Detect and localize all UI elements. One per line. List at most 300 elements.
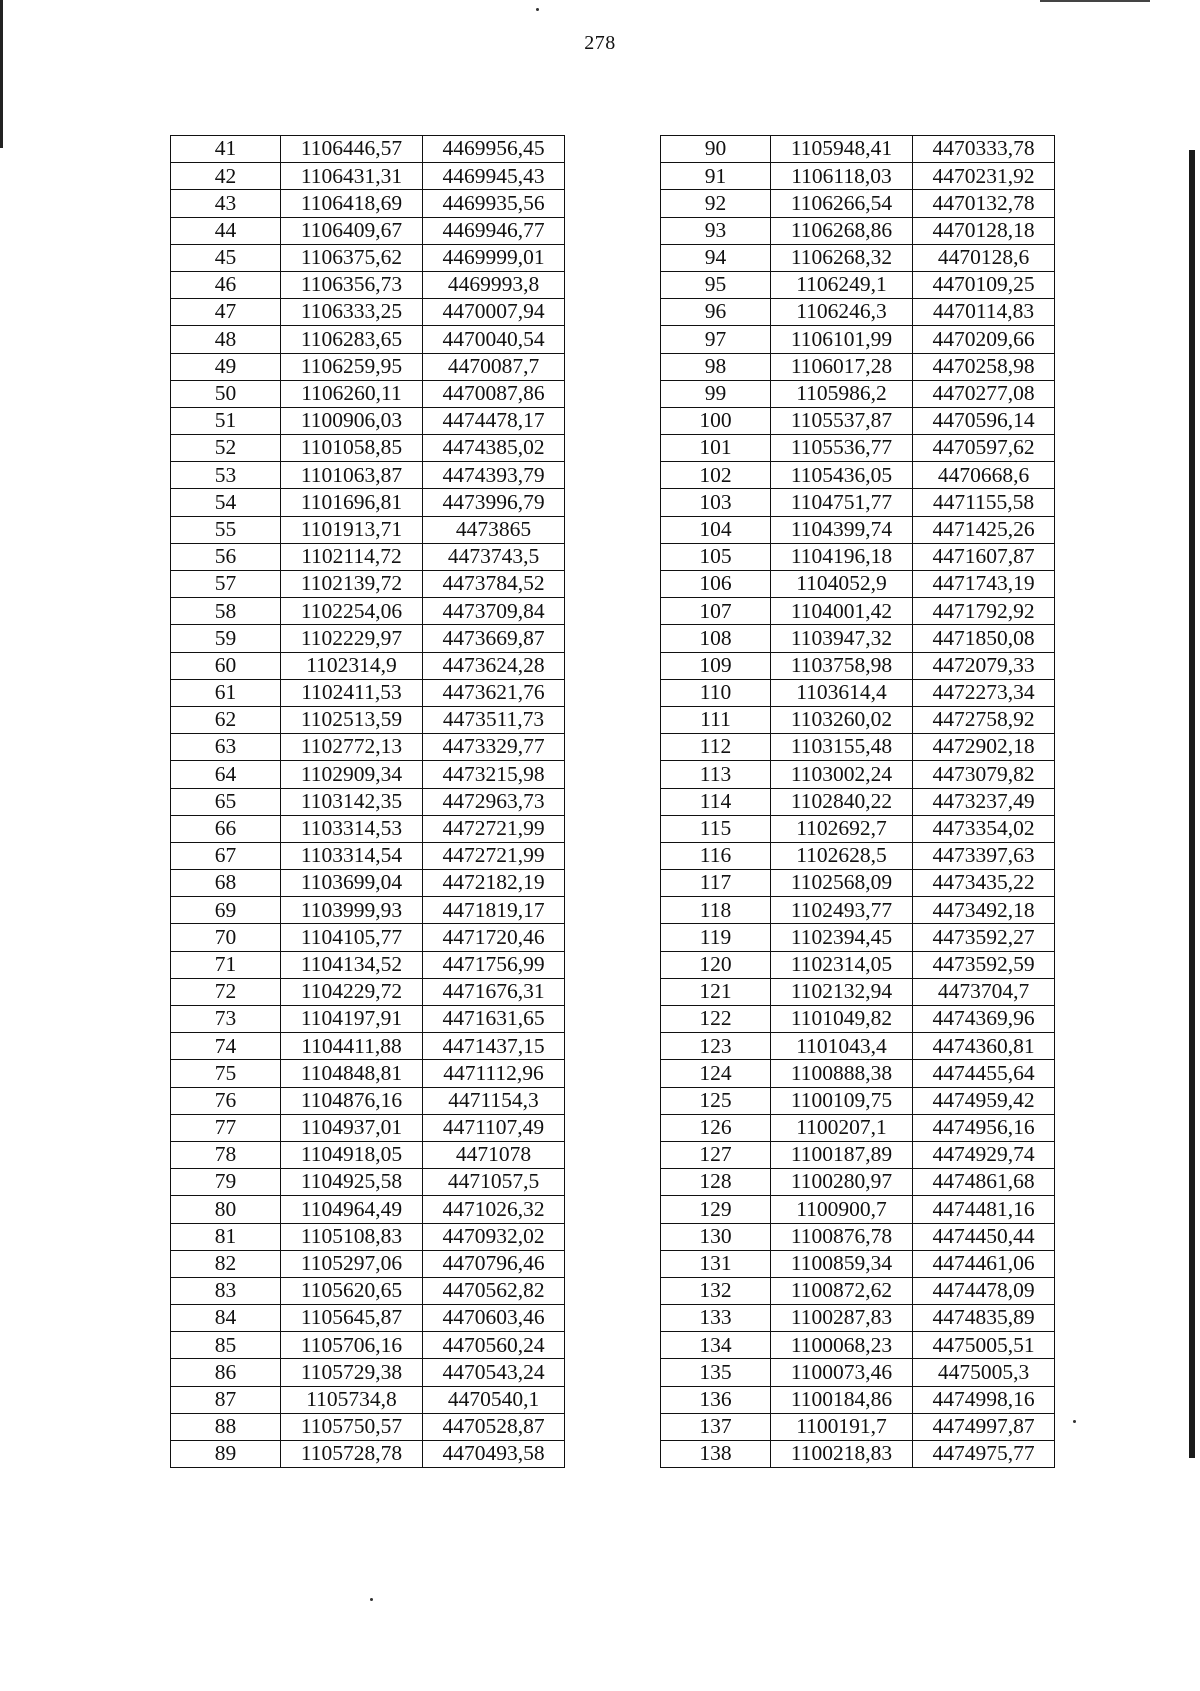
y-coordinate-cell: 4473592,59 <box>913 951 1055 978</box>
x-coordinate-cell: 1100888,38 <box>771 1060 913 1087</box>
y-coordinate-cell: 4471155,58 <box>913 489 1055 516</box>
table-row <box>661 217 1055 244</box>
table-row <box>171 543 565 570</box>
table-row <box>171 1141 565 1168</box>
point-number-cell: 67 <box>171 842 281 869</box>
point-number-cell: 69 <box>171 897 281 924</box>
y-coordinate-cell: 4469946,77 <box>423 217 565 244</box>
point-number-cell: 58 <box>171 598 281 625</box>
x-coordinate-cell: 1100280,97 <box>771 1169 913 1196</box>
x-coordinate-cell: 1102314,9 <box>281 652 423 679</box>
point-number-cell: 82 <box>171 1250 281 1277</box>
point-number-cell: 68 <box>171 870 281 897</box>
point-number-cell: 57 <box>171 571 281 598</box>
y-coordinate-cell: 4469945,43 <box>423 163 565 190</box>
table-row <box>171 571 565 598</box>
x-coordinate-cell: 1100109,75 <box>771 1087 913 1114</box>
point-number-cell: 52 <box>171 435 281 462</box>
y-coordinate-cell: 4474478,09 <box>913 1277 1055 1304</box>
x-coordinate-cell: 1100872,62 <box>771 1277 913 1304</box>
x-coordinate-cell: 1102114,72 <box>281 543 423 570</box>
y-coordinate-cell: 4469993,8 <box>423 271 565 298</box>
table-row <box>171 1332 565 1359</box>
x-coordinate-cell: 1104925,58 <box>281 1169 423 1196</box>
point-number-cell: 70 <box>171 924 281 951</box>
x-coordinate-cell: 1104197,91 <box>281 1006 423 1033</box>
y-coordinate-cell: 4472273,34 <box>913 679 1055 706</box>
point-number-cell: 48 <box>171 326 281 353</box>
x-coordinate-cell: 1105536,77 <box>771 435 913 462</box>
point-number-cell: 118 <box>661 897 771 924</box>
point-number-cell: 105 <box>661 543 771 570</box>
y-coordinate-cell: 4471720,46 <box>423 924 565 951</box>
point-number-cell: 79 <box>171 1169 281 1196</box>
y-coordinate-cell: 4470128,18 <box>913 217 1055 244</box>
x-coordinate-cell: 1104937,01 <box>281 1114 423 1141</box>
y-coordinate-cell: 4470114,83 <box>913 299 1055 326</box>
point-number-cell: 115 <box>661 815 771 842</box>
coordinates-table-left <box>170 135 565 1468</box>
x-coordinate-cell: 1101043,4 <box>771 1033 913 1060</box>
table-row <box>661 734 1055 761</box>
y-coordinate-cell: 4470209,66 <box>913 326 1055 353</box>
x-coordinate-cell: 1100068,23 <box>771 1332 913 1359</box>
y-coordinate-cell: 4472902,18 <box>913 734 1055 761</box>
y-coordinate-cell: 4470258,98 <box>913 353 1055 380</box>
x-coordinate-cell: 1103155,48 <box>771 734 913 761</box>
point-number-cell: 84 <box>171 1305 281 1332</box>
scan-top-rule <box>1040 0 1150 2</box>
x-coordinate-cell: 1103142,35 <box>281 788 423 815</box>
point-number-cell: 110 <box>661 679 771 706</box>
y-coordinate-cell: 4471112,96 <box>423 1060 565 1087</box>
table-row <box>171 870 565 897</box>
point-number-cell: 131 <box>661 1250 771 1277</box>
point-number-cell: 102 <box>661 462 771 489</box>
point-number-cell: 128 <box>661 1169 771 1196</box>
x-coordinate-cell: 1106431,31 <box>281 163 423 190</box>
point-number-cell: 94 <box>661 244 771 271</box>
y-coordinate-cell: 4471631,65 <box>423 1006 565 1033</box>
x-coordinate-cell: 1103314,53 <box>281 815 423 842</box>
table-row <box>171 163 565 190</box>
y-coordinate-cell: 4472721,99 <box>423 815 565 842</box>
y-coordinate-cell: 4474360,81 <box>913 1033 1055 1060</box>
x-coordinate-cell: 1106418,69 <box>281 190 423 217</box>
x-coordinate-cell: 1105620,65 <box>281 1277 423 1304</box>
y-coordinate-cell: 4470603,46 <box>423 1305 565 1332</box>
y-coordinate-cell: 4473511,73 <box>423 706 565 733</box>
table-row <box>661 1332 1055 1359</box>
x-coordinate-cell: 1104848,81 <box>281 1060 423 1087</box>
point-number-cell: 123 <box>661 1033 771 1060</box>
point-number-cell: 133 <box>661 1305 771 1332</box>
table-row <box>171 1033 565 1060</box>
x-coordinate-cell: 1104399,74 <box>771 516 913 543</box>
table-row <box>661 951 1055 978</box>
y-coordinate-cell: 4472079,33 <box>913 652 1055 679</box>
x-coordinate-cell: 1103947,32 <box>771 625 913 652</box>
table-row <box>171 380 565 407</box>
table-row <box>661 1277 1055 1304</box>
point-number-cell: 85 <box>171 1332 281 1359</box>
x-coordinate-cell: 1106375,62 <box>281 244 423 271</box>
point-number-cell: 66 <box>171 815 281 842</box>
point-number-cell: 50 <box>171 380 281 407</box>
y-coordinate-cell: 4470040,54 <box>423 326 565 353</box>
y-coordinate-cell: 4475005,51 <box>913 1332 1055 1359</box>
x-coordinate-cell: 1105986,2 <box>771 380 913 407</box>
table-row <box>661 1006 1055 1033</box>
x-coordinate-cell: 1100287,83 <box>771 1305 913 1332</box>
y-coordinate-cell: 4471676,31 <box>423 978 565 1005</box>
y-coordinate-cell: 4473865 <box>423 516 565 543</box>
x-coordinate-cell: 1102840,22 <box>771 788 913 815</box>
x-coordinate-cell: 1102314,05 <box>771 951 913 978</box>
table-row <box>171 217 565 244</box>
point-number-cell: 54 <box>171 489 281 516</box>
y-coordinate-cell: 4471154,3 <box>423 1087 565 1114</box>
table-row <box>171 136 565 163</box>
x-coordinate-cell: 1104134,52 <box>281 951 423 978</box>
x-coordinate-cell: 1106409,67 <box>281 217 423 244</box>
point-number-cell: 95 <box>661 271 771 298</box>
table-row <box>661 924 1055 951</box>
y-coordinate-cell: 4474455,64 <box>913 1060 1055 1087</box>
point-number-cell: 56 <box>171 543 281 570</box>
point-number-cell: 62 <box>171 706 281 733</box>
table-row <box>171 353 565 380</box>
point-number-cell: 126 <box>661 1114 771 1141</box>
y-coordinate-cell: 4473669,87 <box>423 625 565 652</box>
table-row <box>661 652 1055 679</box>
y-coordinate-cell: 4471792,92 <box>913 598 1055 625</box>
x-coordinate-cell: 1105297,06 <box>281 1250 423 1277</box>
y-coordinate-cell: 4469935,56 <box>423 190 565 217</box>
table-row <box>661 435 1055 462</box>
table-row <box>661 407 1055 434</box>
point-number-cell: 101 <box>661 435 771 462</box>
x-coordinate-cell: 1105728,78 <box>281 1441 423 1468</box>
y-coordinate-cell: 4474998,16 <box>913 1386 1055 1413</box>
x-coordinate-cell: 1104918,05 <box>281 1141 423 1168</box>
x-coordinate-cell: 1101913,71 <box>281 516 423 543</box>
y-coordinate-cell: 4470932,02 <box>423 1223 565 1250</box>
point-number-cell: 60 <box>171 652 281 679</box>
point-number-cell: 114 <box>661 788 771 815</box>
x-coordinate-cell: 1102909,34 <box>281 761 423 788</box>
y-coordinate-cell: 4473996,79 <box>423 489 565 516</box>
table-row <box>661 1441 1055 1468</box>
y-coordinate-cell: 4470333,78 <box>913 136 1055 163</box>
x-coordinate-cell: 1100906,03 <box>281 407 423 434</box>
table-row <box>171 1196 565 1223</box>
point-number-cell: 47 <box>171 299 281 326</box>
y-coordinate-cell: 4474478,17 <box>423 407 565 434</box>
table-row <box>171 489 565 516</box>
scan-edge-left <box>0 0 3 148</box>
y-coordinate-cell: 4471026,32 <box>423 1196 565 1223</box>
coordinates-table-right-body <box>661 136 1055 1468</box>
y-coordinate-cell: 4474861,68 <box>913 1169 1055 1196</box>
table-row <box>171 951 565 978</box>
y-coordinate-cell: 4472963,73 <box>423 788 565 815</box>
point-number-cell: 46 <box>171 271 281 298</box>
x-coordinate-cell: 1106017,28 <box>771 353 913 380</box>
table-row <box>661 1386 1055 1413</box>
x-coordinate-cell: 1104411,88 <box>281 1033 423 1060</box>
x-coordinate-cell: 1105734,8 <box>281 1386 423 1413</box>
table-row <box>661 706 1055 733</box>
table-row <box>661 244 1055 271</box>
table-row <box>171 1386 565 1413</box>
y-coordinate-cell: 4470560,24 <box>423 1332 565 1359</box>
table-row <box>171 1169 565 1196</box>
x-coordinate-cell: 1105537,87 <box>771 407 913 434</box>
point-number-cell: 124 <box>661 1060 771 1087</box>
x-coordinate-cell: 1106268,32 <box>771 244 913 271</box>
table-row <box>661 1169 1055 1196</box>
point-number-cell: 125 <box>661 1087 771 1114</box>
point-number-cell: 127 <box>661 1141 771 1168</box>
x-coordinate-cell: 1104105,77 <box>281 924 423 951</box>
y-coordinate-cell: 4470543,24 <box>423 1359 565 1386</box>
x-coordinate-cell: 1103614,4 <box>771 679 913 706</box>
table-row <box>661 679 1055 706</box>
x-coordinate-cell: 1104196,18 <box>771 543 913 570</box>
y-coordinate-cell: 4470087,86 <box>423 380 565 407</box>
point-number-cell: 135 <box>661 1359 771 1386</box>
point-number-cell: 43 <box>171 190 281 217</box>
y-coordinate-cell: 4469999,01 <box>423 244 565 271</box>
x-coordinate-cell: 1102132,94 <box>771 978 913 1005</box>
x-coordinate-cell: 1105948,41 <box>771 136 913 163</box>
point-number-cell: 77 <box>171 1114 281 1141</box>
point-number-cell: 91 <box>661 163 771 190</box>
table-row <box>171 190 565 217</box>
y-coordinate-cell: 4470493,58 <box>423 1441 565 1468</box>
table-row <box>661 1305 1055 1332</box>
table-row <box>661 598 1055 625</box>
point-number-cell: 109 <box>661 652 771 679</box>
y-coordinate-cell: 4471743,19 <box>913 571 1055 598</box>
table-row <box>171 924 565 951</box>
coordinates-table-left-body <box>171 136 565 1468</box>
x-coordinate-cell: 1104876,16 <box>281 1087 423 1114</box>
y-coordinate-cell: 4473709,84 <box>423 598 565 625</box>
point-number-cell: 130 <box>661 1223 771 1250</box>
x-coordinate-cell: 1102513,59 <box>281 706 423 733</box>
point-number-cell: 78 <box>171 1141 281 1168</box>
y-coordinate-cell: 4473397,63 <box>913 842 1055 869</box>
x-coordinate-cell: 1105108,83 <box>281 1223 423 1250</box>
x-coordinate-cell: 1104001,42 <box>771 598 913 625</box>
point-number-cell: 72 <box>171 978 281 1005</box>
table-row <box>661 571 1055 598</box>
x-coordinate-cell: 1100876,78 <box>771 1223 913 1250</box>
table-row <box>661 271 1055 298</box>
x-coordinate-cell: 1103758,98 <box>771 652 913 679</box>
point-number-cell: 122 <box>661 1006 771 1033</box>
table-row <box>171 1413 565 1440</box>
point-number-cell: 45 <box>171 244 281 271</box>
y-coordinate-cell: 4471850,08 <box>913 625 1055 652</box>
point-number-cell: 55 <box>171 516 281 543</box>
y-coordinate-cell: 4470528,87 <box>423 1413 565 1440</box>
point-number-cell: 100 <box>661 407 771 434</box>
table-row <box>661 299 1055 326</box>
point-number-cell: 112 <box>661 734 771 761</box>
x-coordinate-cell: 1101049,82 <box>771 1006 913 1033</box>
point-number-cell: 53 <box>171 462 281 489</box>
point-number-cell: 138 <box>661 1441 771 1468</box>
x-coordinate-cell: 1100207,1 <box>771 1114 913 1141</box>
x-coordinate-cell: 1106246,3 <box>771 299 913 326</box>
table-row <box>171 1087 565 1114</box>
table-row <box>661 380 1055 407</box>
point-number-cell: 107 <box>661 598 771 625</box>
table-row <box>171 407 565 434</box>
y-coordinate-cell: 4470562,82 <box>423 1277 565 1304</box>
x-coordinate-cell: 1100184,86 <box>771 1386 913 1413</box>
x-coordinate-cell: 1100191,7 <box>771 1413 913 1440</box>
table-row <box>171 842 565 869</box>
y-coordinate-cell: 4474929,74 <box>913 1141 1055 1168</box>
point-number-cell: 134 <box>661 1332 771 1359</box>
y-coordinate-cell: 4475005,3 <box>913 1359 1055 1386</box>
table-row <box>171 706 565 733</box>
table-row <box>171 1114 565 1141</box>
point-number-cell: 99 <box>661 380 771 407</box>
y-coordinate-cell: 4474450,44 <box>913 1223 1055 1250</box>
point-number-cell: 86 <box>171 1359 281 1386</box>
x-coordinate-cell: 1101063,87 <box>281 462 423 489</box>
page-number: 278 <box>584 32 616 54</box>
x-coordinate-cell: 1105729,38 <box>281 1359 423 1386</box>
point-number-cell: 113 <box>661 761 771 788</box>
x-coordinate-cell: 1101058,85 <box>281 435 423 462</box>
table-row <box>661 842 1055 869</box>
table-row <box>661 788 1055 815</box>
point-number-cell: 83 <box>171 1277 281 1304</box>
x-coordinate-cell: 1104964,49 <box>281 1196 423 1223</box>
point-number-cell: 71 <box>171 951 281 978</box>
x-coordinate-cell: 1101696,81 <box>281 489 423 516</box>
y-coordinate-cell: 4473784,52 <box>423 571 565 598</box>
point-number-cell: 61 <box>171 679 281 706</box>
y-coordinate-cell: 4471078 <box>423 1141 565 1168</box>
table-row <box>661 625 1055 652</box>
y-coordinate-cell: 4470597,62 <box>913 435 1055 462</box>
point-number-cell: 49 <box>171 353 281 380</box>
x-coordinate-cell: 1100073,46 <box>771 1359 913 1386</box>
scan-speck <box>536 8 539 11</box>
x-coordinate-cell: 1106283,65 <box>281 326 423 353</box>
table-row <box>171 734 565 761</box>
point-number-cell: 41 <box>171 136 281 163</box>
x-coordinate-cell: 1106356,73 <box>281 271 423 298</box>
y-coordinate-cell: 4473621,76 <box>423 679 565 706</box>
table-row <box>661 1359 1055 1386</box>
table-row <box>171 1441 565 1468</box>
x-coordinate-cell: 1106259,95 <box>281 353 423 380</box>
table-row <box>171 788 565 815</box>
y-coordinate-cell: 4474835,89 <box>913 1305 1055 1332</box>
y-coordinate-cell: 4474461,06 <box>913 1250 1055 1277</box>
scan-speck <box>370 1598 373 1601</box>
y-coordinate-cell: 4469956,45 <box>423 136 565 163</box>
table-row <box>661 1223 1055 1250</box>
table-row <box>661 489 1055 516</box>
x-coordinate-cell: 1103999,93 <box>281 897 423 924</box>
x-coordinate-cell: 1102254,06 <box>281 598 423 625</box>
table-row <box>171 815 565 842</box>
x-coordinate-cell: 1105436,05 <box>771 462 913 489</box>
point-number-cell: 42 <box>171 163 281 190</box>
point-number-cell: 132 <box>661 1277 771 1304</box>
x-coordinate-cell: 1105645,87 <box>281 1305 423 1332</box>
y-coordinate-cell: 4471819,17 <box>423 897 565 924</box>
table-row <box>661 136 1055 163</box>
y-coordinate-cell: 4472758,92 <box>913 706 1055 733</box>
table-row <box>171 1223 565 1250</box>
x-coordinate-cell: 1106101,99 <box>771 326 913 353</box>
x-coordinate-cell: 1106268,86 <box>771 217 913 244</box>
table-row <box>661 897 1055 924</box>
x-coordinate-cell: 1102568,09 <box>771 870 913 897</box>
y-coordinate-cell: 4474385,02 <box>423 435 565 462</box>
x-coordinate-cell: 1100859,34 <box>771 1250 913 1277</box>
point-number-cell: 136 <box>661 1386 771 1413</box>
y-coordinate-cell: 4470231,92 <box>913 163 1055 190</box>
table-row <box>171 679 565 706</box>
table-row <box>171 326 565 353</box>
point-number-cell: 116 <box>661 842 771 869</box>
y-coordinate-cell: 4474393,79 <box>423 462 565 489</box>
y-coordinate-cell: 4473435,22 <box>913 870 1055 897</box>
y-coordinate-cell: 4474959,42 <box>913 1087 1055 1114</box>
x-coordinate-cell: 1103260,02 <box>771 706 913 733</box>
table-row <box>661 543 1055 570</box>
x-coordinate-cell: 1105706,16 <box>281 1332 423 1359</box>
y-coordinate-cell: 4470109,25 <box>913 271 1055 298</box>
y-coordinate-cell: 4473329,77 <box>423 734 565 761</box>
point-number-cell: 51 <box>171 407 281 434</box>
x-coordinate-cell: 1104052,9 <box>771 571 913 598</box>
table-row <box>661 1196 1055 1223</box>
x-coordinate-cell: 1102139,72 <box>281 571 423 598</box>
table-row <box>661 978 1055 1005</box>
table-row <box>661 761 1055 788</box>
y-coordinate-cell: 4471107,49 <box>423 1114 565 1141</box>
point-number-cell: 73 <box>171 1006 281 1033</box>
table-row <box>171 598 565 625</box>
point-number-cell: 81 <box>171 1223 281 1250</box>
table-row <box>171 244 565 271</box>
y-coordinate-cell: 4472721,99 <box>423 842 565 869</box>
point-number-cell: 96 <box>661 299 771 326</box>
y-coordinate-cell: 4470596,14 <box>913 407 1055 434</box>
table-row <box>171 271 565 298</box>
x-coordinate-cell: 1106333,25 <box>281 299 423 326</box>
point-number-cell: 119 <box>661 924 771 951</box>
table-row <box>661 190 1055 217</box>
y-coordinate-cell: 4471607,87 <box>913 543 1055 570</box>
x-coordinate-cell: 1105750,57 <box>281 1413 423 1440</box>
table-row <box>661 326 1055 353</box>
y-coordinate-cell: 4470540,1 <box>423 1386 565 1413</box>
y-coordinate-cell: 4471425,26 <box>913 516 1055 543</box>
